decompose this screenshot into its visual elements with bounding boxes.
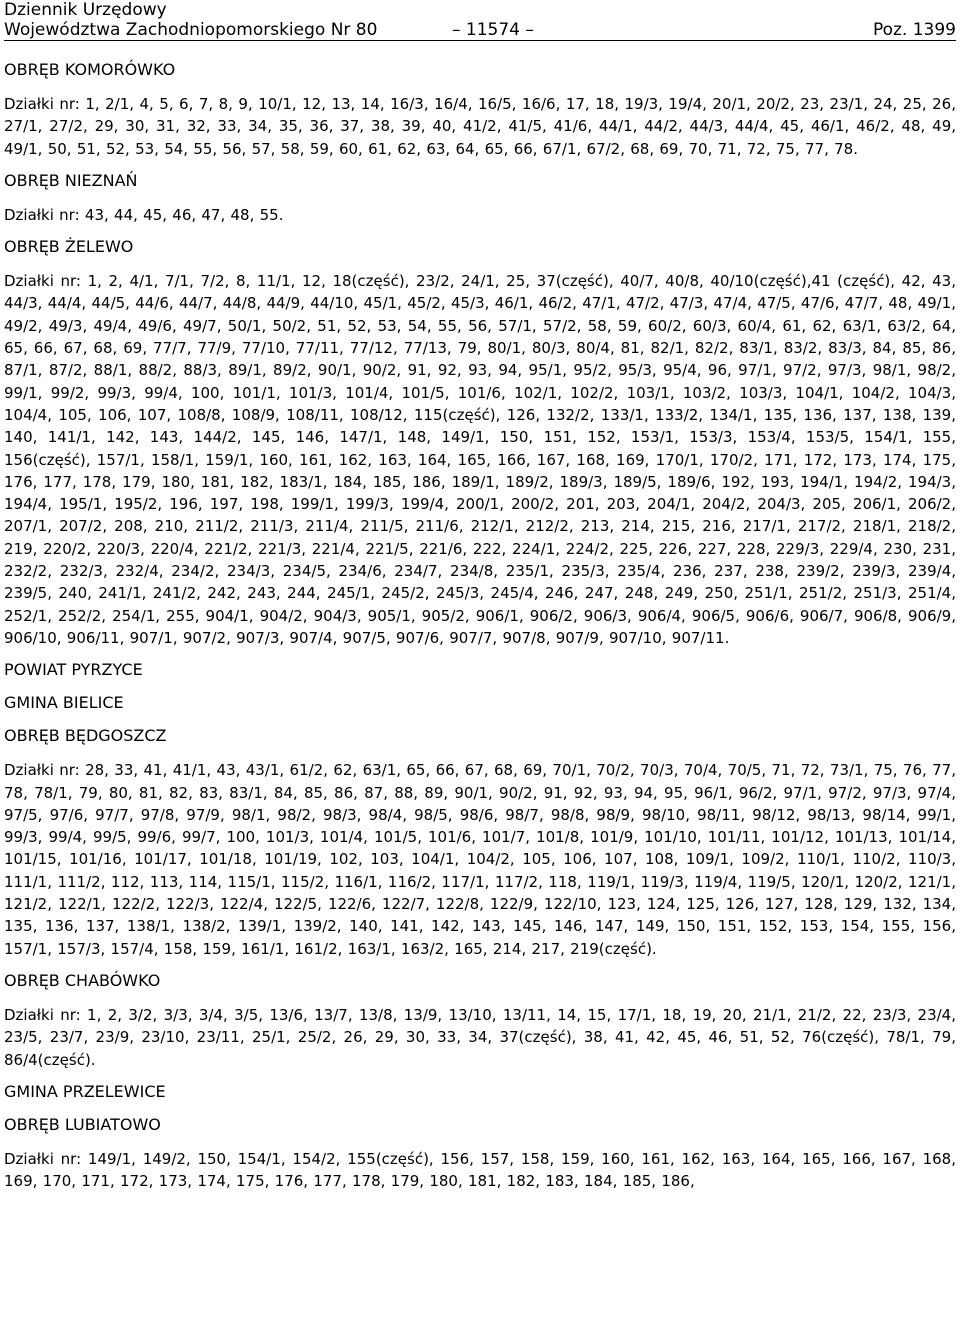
document-body: [4, 60, 956, 1203]
section-heading: OBRĘB KOMORÓWKO: [4, 60, 176, 79]
section-heading: OBRĘB ŻELEWO: [4, 237, 134, 257]
parcel-list: Działki nr: 1, 2/1, 4, 5, 6, 7, 8, 9, 10/1, 12, 13, 14, 16/3, 16/4, 16/5, 16/6, 17, 18, 19/3, 19/4, 20/1, 20/2, 23, 23/1, 24, 25, 26, 27/1, 27/2, 29, 30, 31, 32, 33, 34, 35, 36, 37, 38, 39, 40, 41/2, 41/5, 41/6, 44/1, 44/2, 44/3, 44/4, 45, 46/1, 46/2, 48, 49, 49/1, 50, 51, 52, 53, 54, 55, 56, 57, 58, 59, 60, 61, 62, 63, 64, 65, 66, 67/1, 67/2, 68, 69, 70, 71, 72, 75, 77, 78.: [4, 95, 956, 158]
parcel-list: Działki nr: 28, 33, 41, 41/1, 43, 43/1, 61/2, 62, 63/1, 65, 66, 67, 68, 69, 70/1, 70/2, 70/3, 70/4, 70/5, 71, 72, 73/1, 75, 76, 77, 78, 78/1, 79, 80, 81, 82, 83, 83/1, 84, 85, 86, 87, 88, 89, 90/1, 90/2, 91, 92, 93, 94, 95, 96/1, 96/2, 97/1, 97/2, 97/3, 97/4, 97/5, 97/6, 97/7, 97/8, 97/9, 98/1, 98/2, 98/3, 98/4, 98/5, 98/6, 98/7, 98/8, 98/9, 98/10, 98/11, 98/12, 98/13, 98/14, 99/1, 99/3, 99/4, 99/5, 99/6, 99/7, 100, 101/3, 101/4, 101/5, 101/6, 101/7, 101/8, 101/9, 101/10, 101/11, 101/12, 101/13, 101/14, 101/15, 101/16, 101/17, 101/18, 101/19, 102, 103, 104/1, 104/2, 105, 106, 107, 108, 109/1, 109/2, 110/1, 110/2, 110/3, 111/1, 111/2, 112, 113, 114, 115/1, 115/2, 116/1, 116/2, 117/1, 117/2, 118, 119/1, 119/3, 119/4, 119/5, 120/1, 120/2, 121/1, 121/2, 122/1, 122/2, 122/3, 122/4, 122/5, 122/6, 122/7, 122/8, 122/9, 122/10, 123, 124, 125, 126, 127, 128, 129, 132, 134, 135, 136, 137, 138/1, 138/2, 139/1, 139/2, 140, 141, 142, 143, 145, 146, 147, 149, 150, 151, 152, 153, 154, 155, 156, 157/1, 157/3, 157/4, 158, 159, 161/1, 161/2, 163/1, 163/2, 165, 214, 217, 219(część).: [4, 761, 956, 958]
section-heading: OBRĘB LUBIATOWO: [4, 1114, 161, 1134]
parcel-list: Działki nr: 43, 44, 45, 46, 47, 48, 55.: [4, 205, 284, 224]
section-heading: POWIAT PYRZYCE: [4, 660, 143, 680]
parcel-list: Działki nr: 1, 2, 3/2, 3/3, 3/4, 3/5, 13/6, 13/7, 13/8, 13/9, 13/10, 13/11, 14, 15, 17/1, 18, 19, 20, 21/1, 21/2, 22, 23/3, 23/4, 23/5, 23/7, 23/9, 23/10, 23/11, 25/1, 25/2, 26, 29, 30, 33, 34, 37(część), 38, 41, 42, 45, 46, 51, 52, 76(część), 78/1, 79, 86/4(część).: [4, 1005, 956, 1069]
journal-title: Dziennik Urzędowy: [4, 0, 167, 20]
parcel-list: Działki nr: 1, 2, 4/1, 7/1, 7/2, 8, 11/1, 12, 18(część), 23/2, 24/1, 25, 37(część), 40/7, 40/8, 40/10(część),41 (część), 42, 43, 44/3, 44/4, 44/5, 44/6, 44/7, 44/8, 44/9, 44/10, 45/1, 45/2, 45/3, 46/1, 46/2, 47/1, 47/2, 47/3, 47/4, 47/5, 47/6, 47/7, 48, 49/1, 49/2, 49/3, 49/4, 49/6, 49/7, 50/1, 50/2, 51, 52, 53, 54, 55, 56, 57/1, 57/2, 58, 59, 60/2, 60/3, 60/4, 61, 62, 63/1, 63/2, 64, 65, 66, 67, 68, 69, 77/7, 77/9, 77/10, 77/11, 77/12, 77/13, 79, 80/1, 80/3, 80/4, 81, 82/1, 82/2, 83/1, 83/2, 83/3, 84, 85, 86, 87/1, 87/2, 88/1, 88/2, 88/3, 89/1, 89/2, 90/1, 90/2, 91, 92, 93, 94, 95/1, 95/2, 95/3, 95/4, 96, 97/1, 97/2, 97/3, 98/1, 98/2, 99/1, 99/2, 99/3, 99/4, 100, 101/1, 101/3, 101/4, 101/5, 101/6, 102/1, 102/2, 103/1, 103/2, 103/3, 104/1, 104/2, 104/3, 104/4, 105, 106, 107, 108/8, 108/9, 108/11, 108/12, 115(część), 126, 132/2, 133/1, 133/2, 134/1, 135, 136, 137, 138, 139, 140, 141/1, 142, 143, 144/2, 145, 146, 147/1, 148, 149/1, 150, 151, 152, 153/1, 153/3, 153/4, 153/5, 154/1, 155, 156(część), 157/1, 158/1, 159/1, 160, 161, 162, 163, 164, 165, 166, 167, 168, 169, 170/1, 170/2, 171, 172, 173, 174, 175, 176, 177, 178, 179, 180, 181, 182, 183/1, 184, 185, 186, 189/1, 189/2, 189/3, 189/5, 189/6, 192, 193, 194/1, 194/2, 194/3, 194/4, 195/1, 195/2, 196, 197, 198, 199/1, 199/3, 199/4, 200/1, 200/2, 201, 203, 204/1, 204/2, 204/3, 205, 206/1, 206/2, 207/1, 207/2, 208, 210, 211/2, 211/3, 211/4, 211/5, 211/6, 212/1, 212/2, 213, 214, 215, 216, 217/1, 217/2, 218/1, 218/2, 219, 220/2, 220/3, 220/4, 221/2, 221/3, 221/4, 221/5, 221/6, 222, 224/1, 224/2, 225, 226, 227, 228, 229/3, 229/4, 230, 231, 232/2, 232/3, 232/4, 234/2, 234/3, 234/5, 234/6, 234/7, 234/8, 235/1, 235/3, 235/4, 236, 237, 238, 239/2, 239/3, 239/4, 239/5, 240, 241/1, 241/2, 242, 243, 244, 245/1, 245/2, 245/3, 245/4, 246, 247, 248, 249, 250, 251/1, 251/2, 251/3, 251/4, 252/1, 252/2, 254/1, 255, 904/1, 904/2, 904/3, 905/1, 905/2, 906/1, 906/2, 906/3, 906/4, 906/5, 906/6, 906/7, 906/8, 906/9, 906/10, 906/11, 907/1, 907/2, 907/3, 907/4, 907/5, 907/6, 907/7, 907/8, 907/9, 907/10, 907/11.: [4, 272, 956, 647]
journal-issue: Województwa Zachodniopomorskiego Nr 80: [4, 20, 378, 40]
section-heading: GMINA PRZELEWICE: [4, 1081, 166, 1101]
page-header: [4, 0, 956, 41]
section-heading: OBRĘB BĘDGOSZCZ: [4, 726, 167, 746]
position-number: Poz. 1399: [872, 20, 956, 40]
section-heading: OBRĘB CHABÓWKO: [4, 970, 161, 990]
parcel-list: Działki nr: 149/1, 149/2, 150, 154/1, 154/2, 155(część), 156, 157, 158, 159, 160, 161, 162, 163, 164, 165, 166, 167, 168, 169, 170, 171, 172, 173, 174, 175, 176, 177, 178, 179, 180, 181, 182, 183, 184, 185, 186,: [4, 1149, 956, 1191]
section-heading: OBRĘB NIEZNAŃ: [4, 170, 138, 190]
page-number: – 11574 –: [452, 20, 534, 40]
section-heading: GMINA BIELICE: [4, 693, 124, 713]
